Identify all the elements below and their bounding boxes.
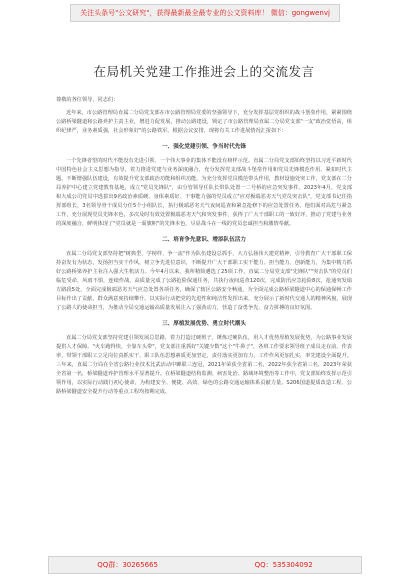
section-3-paragraph: 直属二分局党支部坚持党建引领发展总思路，着力打造过硬班子，锤炼过硬队伍，用人才优势厚植发展优势，为公路事业发展提供人才保障。"火车跑得快，全靠车头带"，党支部注重抓好"关键少数"这个"牛鼻子"，各班工作要求领导班子成员走在前、作表率，带领干部职工立足岗位真抓实干，职工队伍思想素质更加坚定，责任落实更加有力，工作作风更加扎实，率先建设全面提升。三年来，直属二分局在全省公路行业技术比武活动中蝉联三连冠，2021年荣获全省第二名，2022年获全省第三名，2023年荣获全省第一名，桥梁隧道养护管理水平显著提升。在桥梁隧道结构监测、病害处治、路域环境整治等工作中，党支部始终发挥示范引领作用，以实际行动践行初心使命，为构建安全、便捷、高效、绿色的公路交通运输体系贡献力量。S206国道提质改造工程、公路桥梁隧道安全提升行动等重点工程均按期完成。 (56, 335, 352, 395)
intro-paragraph: 近年来，市公路管理局直属二分局党支部在市公路管理局党委的坚强领导下，充分发挥基层党组织的战斗堡垒作用，紧紧围绕公路桥梁隧道和公路养护主责主业，增进力促发展，推动公路建设，锁定了市公路管理局直属二分局党支部"一支"政治觉悟高，组织纪律严，业务素质强，社会形象好"的公路铁军。根据会议安排，现将有关工作进展情况汇报如下： (56, 110, 352, 134)
section-1-paragraph: 一个先锋者望的时代不能没有先进引领，一个伟大事业的集体不能没有榜样示范。直属二分局党支部始终坚持以习近平新时代中国特色社会主义思想为指导，着力推进党建与业务深度融合，充分发挥党支部战斗堡垒作用和党员先锋模范作用，紧扣时代主题，不断增强队伍建设，有效提升党支部政治功能和组织功能。为充分发挥党员模范带头作用，教材设施处突工作，党支部在二分局养护中心建立党建教育基地，成立"党员先锋队"，由分管领导任队长带队处置一二号桥的应急突发事件。2023年4月，党支部和大成公司党员中选拔出9名政治素质硬、身体素质好、干事能力强的党员成立"应对极端恶劣天气党员突击队"，党支部书记任指挥部组长，3名领导骨干成员分任5个小组队长，执行极端恶劣天气夜间巡查和紧急抢修下的应急处置任务。他们面对高危与紧急工作，充分展现党员先锋本色，多次及时有效处置极端恶劣天气和突发事件，获得了广大干部职工的一致好评，推动了党建与业务的深度融合，鲜明体现了"党员就是一面旗帜"的先锋本色，尽显战斗在一线的党员忠诚担当和激情奉献。 (56, 158, 352, 227)
document-body (56, 96, 352, 399)
section-2-paragraph: 直属二分局党支部坚持把"树典型、学榜样、争一流"作为队伍建设总抓手，大力弘扬伟大建党精神，引导教育广大干部职工保持奋发有为状态，发扬担当实干作风，树立争先进位意识，不断提升广大干部职工实干能力、担当能力、创新能力，为集中精力抓好公路桥梁养护主业注入强大生机活力。今年4月以来，我所精简遴选了25项工作，直属二分局党支部"先锋队""突击队"的党员们临危受命，风雨不惧，连续作战，高质量完成了公路抢险保通任务，共执行夜间巡查120次，完成防汛应急抢险8次，抢通突发塌方路段5处，全面完成极端恶劣天气应急处置各项任务，确保了辖区公路安全畅通，为全面完成公路桥梁隧道中心的保通保畅工作目标作出了贡献，群众满意度持续攀升。以实际行动把党的先进性和纯洁性发挥出来，充分展示了新时代交通人的精神风貌，展现了公路人的使命担当，为推动全局交通运输高质量发展注入了强劲动力，营造了奋勇争先、奋力拼搏的良好氛围。 (56, 251, 352, 311)
qq-number-text: QQ：535304092 (254, 561, 313, 569)
qq-group-text: QQ群：30265665 (97, 561, 158, 569)
section-heading-3: 三、厚植发展优势、勇立时代潮头 (162, 321, 246, 327)
section-heading-1: 一、强化党建引领、争当时代先锋 (162, 144, 246, 150)
promo-banner-top: 关注头条号"公文研究"，获得最新最全最专业的公文资料库！ 微信：gongwenvj (70, 4, 340, 22)
page-title: 在局机关党建工作推进会上的交流发言 (93, 64, 315, 79)
section-heading-2: 二、培育争先意识、增添队伍活力 (162, 237, 246, 243)
salutation: 尊敬的各位领导，同志们： (56, 97, 119, 103)
promo-banner-bottom (48, 556, 362, 574)
